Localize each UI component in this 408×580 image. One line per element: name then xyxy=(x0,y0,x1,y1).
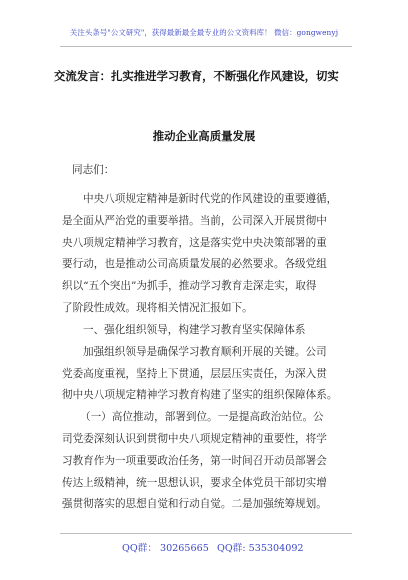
footer-qq-group-2: QQ群: 535304092 xyxy=(217,543,304,554)
paragraph-line: 传达上级精神，统一思想认识，要求全体党员干部切实增 xyxy=(62,477,327,489)
paragraph-line: 司党委深刻认识到贯彻中央八项规定精神的重要性，将学 xyxy=(62,433,327,445)
paragraph-line: 彻中央八项规定精神学习教育构建了坚实的组织保障体系。 xyxy=(62,389,338,401)
paragraph-line: 党委高度重视，坚持上下贯通，层层压实责任，为深入贯 xyxy=(62,368,327,380)
document-title-line-2: 推动企业高质量发展 xyxy=(152,129,256,143)
header-note: 关注头条号"公文研究"，获得最新最全最专业的公文资料库！ 微信：gongwenyj xyxy=(69,28,339,37)
paragraph-line: 织以“五个突出”为抓手，推动学习教育走深走实，取得 xyxy=(62,280,317,292)
section-heading: 一、强化组织领导，构建学习教育坚实保障体系 xyxy=(83,324,306,336)
footer-divider xyxy=(60,533,352,534)
paragraph-line: 要行动，也是推动公司高质量发展的必然要求。各级党组 xyxy=(62,258,327,270)
paragraph-line: 习教育作为一项重要政治任务，第一时间召开动员部署会 xyxy=(62,455,327,467)
paragraph-line: 央八项规定精神学习教育，这是落实党中央决策部署的重 xyxy=(62,237,327,249)
subsection-line: （一）高位推动，部署到位。一是提高政治站位。公 xyxy=(80,411,324,423)
paragraph-line: 是全面从严治党的重要举措。当前，公司深入开展贯彻中 xyxy=(62,215,327,227)
paragraph-line: 加强组织领导是确保学习教育顺利开展的关键。公司 xyxy=(83,346,327,358)
header-divider xyxy=(60,46,352,47)
footer-qq-group-1: QQ群： 30265665 xyxy=(122,543,209,554)
paragraph-line: 了阶段性成效。现将相关情况汇报如下。 xyxy=(62,302,253,314)
document-title-line-1: 交流发言：扎实推进学习教育，不断强化作风建设，切实 xyxy=(54,69,339,83)
paragraph-line: 强贯彻落实的思想自觉和行动自觉。二是加强统筹规划。 xyxy=(62,498,327,510)
salutation: 同志们： xyxy=(72,164,115,176)
paragraph-line: 中央八项规定精神是新时代党的作风建设的重要遵循， xyxy=(83,193,338,205)
